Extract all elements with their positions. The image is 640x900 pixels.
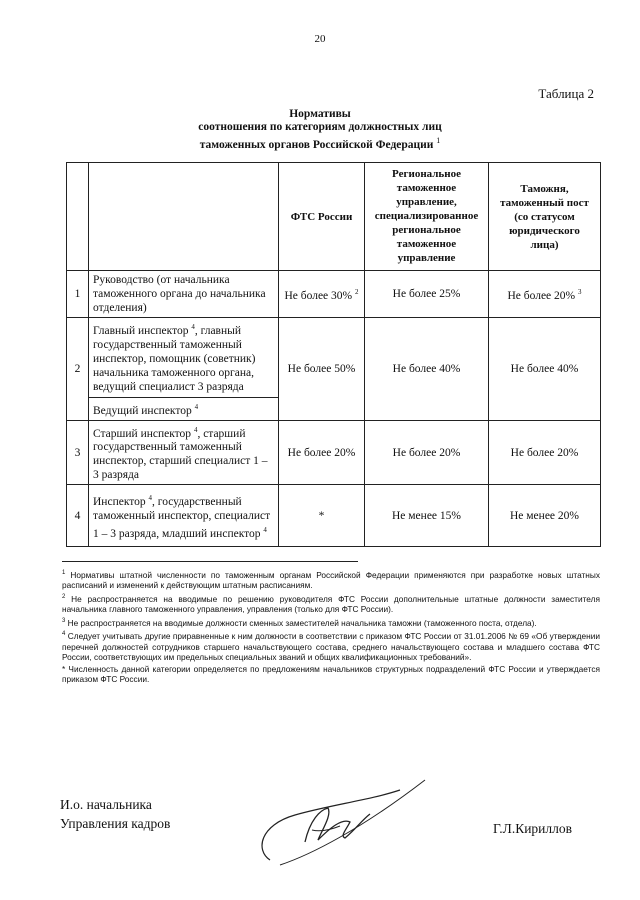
- row-customs: Не менее 20%: [489, 485, 601, 547]
- header-regional: Региональное таможенное управление, специализированное региональное таможенное управление: [365, 163, 489, 271]
- fts-value: Не более 30%: [284, 289, 353, 302]
- table-row: [67, 485, 601, 547]
- footnote: [62, 629, 600, 663]
- table-row: [67, 318, 601, 421]
- position-footnote-ref: 4: [148, 494, 153, 503]
- footnote: [62, 664, 600, 685]
- footnote-text: Следует учитывать другие приравненные к ним должности в соответствии с приказом ФТС России от 31.01.2006 № 69 «Об утверждении перечней должностей сотрудников старшего начальствующего состава, среднего начальствующего состава и младшего состава ФТС России, соответствующих им предельных специальных званий и общих квалификационных требований».: [62, 631, 600, 663]
- position-sub: Ведущий инспектор: [93, 404, 192, 417]
- signatory-position-line-1: И.о. начальника: [60, 797, 152, 812]
- row-fts: *: [279, 485, 365, 547]
- row-regional: Не менее 15%: [365, 485, 489, 547]
- title-line-2: соотношения по категориям должностных лиц: [198, 121, 442, 133]
- header-fts: ФТС России: [279, 163, 365, 271]
- position-title: Главный инспектор: [93, 324, 189, 337]
- table-title: [110, 108, 530, 152]
- position-rest: , старший государственный таможенный инспектор, старший специалист 1 – 3 разряда: [93, 427, 268, 482]
- header-position: [89, 163, 279, 271]
- footnote-mark: 2: [62, 593, 66, 600]
- row-fts: Не более 50%: [279, 318, 365, 421]
- row-position: [89, 318, 279, 421]
- footnote-separator: [62, 561, 358, 562]
- row-position: Руководство (от начальника таможенного органа до начальника отделения): [89, 271, 279, 318]
- header-customs: Таможня, таможенный пост (со статусом юридического лица): [489, 163, 601, 271]
- signatory-name: Г.Л.Кириллов: [493, 821, 572, 836]
- footnote-text: Нормативы штатной численности по таможенным органам Российской Федерации применяются при разработке новых штатных расписаний и изменений к действующим штатным расписаниям.: [62, 569, 600, 591]
- footnote-text: Численность данной категории определяется по предложениям начальников структурных подразделений ФТС России и утверждается приказом ФТС России.: [62, 663, 600, 685]
- footnotes: [62, 568, 600, 686]
- position-footnote-ref: 4: [191, 323, 195, 331]
- position-rest: , главный государственный таможенный инспектор, помощник (советник) начальника таможенного органа, ведущий специалист 3 разряда: [93, 324, 256, 393]
- header-num: [67, 163, 89, 271]
- norms-table: [66, 162, 601, 547]
- footnote: [62, 592, 600, 615]
- footnote-mark: *: [62, 663, 66, 674]
- customs-value: Не более 20%: [507, 289, 576, 302]
- row-customs: Не более 20%: [489, 420, 601, 485]
- footnote-text: Не распространяется на вводимые должности сменных заместителей начальника таможни (таможенного поста, отдела).: [65, 617, 537, 628]
- position-sub-footnote-ref: 4: [194, 402, 199, 411]
- customs-footnote-ref: 3: [578, 288, 582, 297]
- fts-footnote-ref: 2: [355, 288, 359, 297]
- title-footnote-ref: 1: [436, 136, 441, 145]
- footnote: [62, 616, 600, 628]
- table-row: [67, 420, 601, 485]
- row-customs: [489, 271, 601, 318]
- row-regional: Не более 25%: [365, 271, 489, 318]
- row-fts: [279, 271, 365, 318]
- position-title: Инспектор: [93, 495, 146, 508]
- row-number: 2: [67, 318, 89, 421]
- position-footnote-ref: 4: [193, 425, 198, 434]
- footnote: [62, 568, 600, 591]
- footnote-mark: 4: [62, 631, 66, 638]
- title-line-3-text: таможенных органов Российской Федерации: [199, 138, 434, 151]
- signatory-position: [60, 795, 170, 833]
- row-number: 3: [67, 420, 89, 485]
- row-fts: Не более 20%: [279, 420, 365, 485]
- position-end-footnote-ref: 4: [263, 525, 267, 534]
- title-line-1: Нормативы: [289, 108, 351, 120]
- handwritten-signature: [250, 770, 440, 880]
- title-line-3: [110, 134, 530, 152]
- row-customs: Не более 40%: [489, 318, 601, 421]
- row-position: [89, 485, 279, 547]
- footnote-mark: 1: [62, 570, 66, 576]
- row-regional: Не более 40%: [365, 318, 489, 421]
- position-rest: , государственный таможенный инспектор, специалист 1 – 3 разряда, младший инспектор: [93, 495, 271, 540]
- footnote-mark: 3: [62, 617, 66, 624]
- row-number: 1: [67, 271, 89, 318]
- table-label: Таблица 2: [538, 86, 594, 101]
- row-position: [89, 420, 279, 485]
- footnote-text: Не распространяется на вводимые по решению руководителя ФТС России дополнительные штатные должности заместителя начальника главного таможенного управления, управления (только для ФТС России).: [62, 593, 600, 615]
- page-number: 20: [314, 33, 326, 45]
- signatory-position-line-2: Управления кадров: [60, 816, 171, 831]
- row-number: 4: [67, 485, 89, 547]
- position-sub-line: [89, 397, 278, 420]
- position-title: Старший инспектор: [93, 427, 192, 440]
- table-header-row: [67, 163, 601, 271]
- row-regional: Не более 20%: [365, 420, 489, 485]
- table-row: [67, 271, 601, 318]
